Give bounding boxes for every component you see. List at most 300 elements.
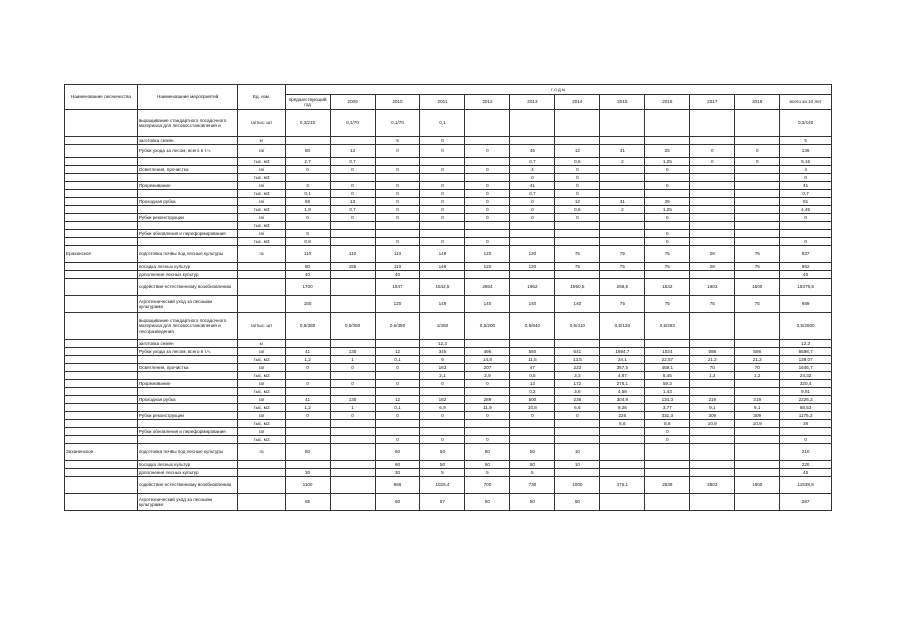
value-cell: 5 xyxy=(465,469,510,477)
value-cell: 21,2 xyxy=(735,356,780,364)
value-cell xyxy=(645,190,690,198)
value-cell xyxy=(645,137,690,145)
value-cell: 5 xyxy=(510,469,555,477)
value-cell: 0 xyxy=(330,380,375,388)
value-cell: 41 xyxy=(600,198,645,206)
value-cell xyxy=(510,230,555,238)
value-cell: 1,25 xyxy=(645,158,690,166)
value-cell xyxy=(375,222,420,230)
value-cell xyxy=(735,222,780,230)
table-row xyxy=(65,494,832,511)
value-cell xyxy=(555,340,600,348)
value-cell xyxy=(600,182,645,190)
unit-cell xyxy=(238,494,285,511)
value-cell: 0,7 xyxy=(330,206,375,214)
value-cell: 2 xyxy=(600,206,645,214)
value-cell xyxy=(600,436,645,444)
table-row xyxy=(65,214,832,222)
value-cell xyxy=(555,137,600,145)
value-cell xyxy=(465,137,510,145)
value-cell: 172 xyxy=(555,380,600,388)
value-cell: 14,8 xyxy=(465,356,510,364)
value-cell: 0 xyxy=(285,214,330,222)
forestry-cell xyxy=(65,166,138,174)
value-cell: 0 xyxy=(465,238,510,246)
forestry-cell xyxy=(65,198,138,206)
value-cell: 0 xyxy=(690,145,735,158)
activity-cell: подготовка почвы под лесные культуры xyxy=(137,246,238,263)
value-cell: 1500 xyxy=(735,279,780,296)
value-cell: 75 xyxy=(690,296,735,313)
table-row xyxy=(65,222,832,230)
value-cell xyxy=(735,436,780,444)
table-row xyxy=(65,238,832,246)
activity-cell xyxy=(137,222,238,230)
value-cell: 136 xyxy=(780,145,832,158)
value-cell: 28 xyxy=(690,246,735,263)
value-cell: 8,6 xyxy=(645,420,690,428)
value-cell: 24,32 xyxy=(780,372,832,380)
value-cell xyxy=(600,444,645,461)
table-row xyxy=(65,396,832,404)
value-cell: 60 xyxy=(375,461,420,469)
value-cell xyxy=(330,340,375,348)
value-cell xyxy=(600,190,645,198)
table-row xyxy=(65,444,832,461)
value-cell xyxy=(600,461,645,469)
value-cell xyxy=(285,436,330,444)
value-cell: 45 xyxy=(510,145,555,158)
value-cell xyxy=(330,388,375,396)
header-year-4: 2012 xyxy=(465,95,510,110)
value-cell: 309 xyxy=(735,412,780,420)
value-cell: 75 xyxy=(600,263,645,271)
value-cell: 1,2 xyxy=(735,372,780,380)
unit-cell xyxy=(238,271,285,279)
value-cell xyxy=(735,461,780,469)
value-cell: 120 xyxy=(465,246,510,263)
unit-cell: га/тыс. шт xyxy=(238,110,285,137)
value-cell: 1,8 xyxy=(285,206,330,214)
value-cell: 0 xyxy=(330,364,375,372)
value-cell: 24,1 xyxy=(600,356,645,364)
value-cell xyxy=(690,494,735,511)
value-cell xyxy=(735,190,780,198)
value-cell: 70 xyxy=(735,364,780,372)
table-row xyxy=(65,246,832,263)
value-cell: 982 xyxy=(780,263,832,271)
value-cell xyxy=(420,174,465,182)
value-cell xyxy=(690,444,735,461)
forestry-cell xyxy=(65,436,138,444)
value-cell xyxy=(420,420,465,428)
value-cell: 70 xyxy=(690,364,735,372)
table-row xyxy=(65,372,832,380)
value-cell: 134,3 xyxy=(645,396,690,404)
value-cell xyxy=(690,166,735,174)
header-year-7: 2015 xyxy=(600,95,645,110)
forestry-cell xyxy=(65,494,138,511)
value-cell xyxy=(465,174,510,182)
table-row xyxy=(65,296,832,313)
value-cell: 0 xyxy=(780,238,832,246)
value-cell: 4 xyxy=(510,166,555,174)
value-cell xyxy=(375,420,420,428)
value-cell xyxy=(330,444,375,461)
value-cell: 68 xyxy=(285,198,330,206)
unit-cell: га xyxy=(238,246,285,263)
forestry-cell xyxy=(65,420,138,428)
activity-cell: посадка лесных культур xyxy=(137,461,238,469)
table-row xyxy=(65,206,832,214)
activity-cell: Проходная рубка xyxy=(137,396,238,404)
value-cell: 65 xyxy=(285,494,330,511)
value-cell: 11,9 xyxy=(465,404,510,412)
value-cell: 0,1 xyxy=(420,110,465,137)
activity-cell xyxy=(137,206,238,214)
unit-cell: га/ xyxy=(238,182,285,190)
table-row xyxy=(65,461,832,469)
value-cell: 41 xyxy=(285,348,330,356)
value-cell: 0 xyxy=(285,166,330,174)
value-cell: 268,5 xyxy=(600,279,645,296)
value-cell: 10,9 xyxy=(735,420,780,428)
value-cell: 700 xyxy=(465,477,510,494)
value-cell xyxy=(465,420,510,428)
value-cell xyxy=(735,137,780,145)
table-row xyxy=(65,174,832,182)
value-cell: 110 xyxy=(375,246,420,263)
value-cell: 30 xyxy=(375,469,420,477)
value-cell: 937 xyxy=(780,246,832,263)
unit-cell: га/ xyxy=(238,396,285,404)
value-cell: 220 xyxy=(780,461,832,469)
value-cell xyxy=(645,469,690,477)
value-cell: 2,9 xyxy=(465,372,510,380)
value-cell: 50 xyxy=(510,494,555,511)
forestry-cell xyxy=(65,230,138,238)
value-cell: 12 xyxy=(375,396,420,404)
value-cell: 0 xyxy=(510,206,555,214)
forestry-cell xyxy=(65,388,138,396)
value-cell xyxy=(285,222,330,230)
forestry-cell xyxy=(65,238,138,246)
value-cell: 6,6 xyxy=(555,404,600,412)
activity-cell: выращивание стандартного посадочного материала для лесовосстановления и лесоразведения xyxy=(137,313,238,340)
unit-cell: га/ xyxy=(238,428,285,436)
value-cell xyxy=(420,222,465,230)
value-cell: 0 xyxy=(420,214,465,222)
forestry-cell xyxy=(65,158,138,166)
unit-cell: тыс. м3 xyxy=(238,190,285,198)
value-cell: 989 xyxy=(780,296,832,313)
value-cell xyxy=(735,388,780,396)
value-cell: 2,7 xyxy=(285,158,330,166)
value-cell: 0 xyxy=(285,412,330,420)
value-cell xyxy=(690,461,735,469)
forestry-cell xyxy=(65,110,138,137)
value-cell: 219 xyxy=(735,396,780,404)
value-cell: 5,6 xyxy=(600,420,645,428)
unit-cell: кг xyxy=(238,137,285,145)
value-cell: 50 xyxy=(285,444,330,461)
value-cell: 0 xyxy=(645,230,690,238)
value-cell xyxy=(735,313,780,340)
value-cell xyxy=(510,271,555,279)
value-cell: 120 xyxy=(465,263,510,271)
value-cell: 40 xyxy=(375,271,420,279)
value-cell xyxy=(375,174,420,182)
value-cell: 0,5 xyxy=(555,206,600,214)
value-cell: 0 xyxy=(420,238,465,246)
value-cell: 9 xyxy=(285,230,330,238)
value-cell xyxy=(330,461,375,469)
table-row xyxy=(65,364,832,372)
value-cell xyxy=(600,110,645,137)
value-cell xyxy=(690,436,735,444)
value-cell: 1,2 xyxy=(285,356,330,364)
value-cell: 0 xyxy=(375,214,420,222)
value-cell: 5,15 xyxy=(780,158,832,166)
value-cell xyxy=(510,436,555,444)
value-cell: 0 xyxy=(555,412,600,420)
value-cell xyxy=(645,444,690,461)
value-cell: 13,5 xyxy=(555,356,600,364)
table-row xyxy=(65,313,832,340)
value-cell xyxy=(465,271,510,279)
value-cell: 304,9 xyxy=(600,396,645,404)
value-cell xyxy=(690,190,735,198)
table-row xyxy=(65,420,832,428)
value-cell: 41 xyxy=(510,182,555,190)
value-cell: 0 xyxy=(735,145,780,158)
value-cell: 1 xyxy=(330,404,375,412)
value-cell: 155 xyxy=(330,263,375,271)
unit-cell: тыс. м3 xyxy=(238,356,285,364)
value-cell xyxy=(285,372,330,380)
value-cell: 1646,7 xyxy=(780,364,832,372)
value-cell: 1,2 xyxy=(690,372,735,380)
value-cell xyxy=(465,110,510,137)
value-cell: 1800 xyxy=(735,477,780,494)
value-cell xyxy=(690,198,735,206)
value-cell: 13 xyxy=(330,145,375,158)
activity-cell: Рубки обновления и переформирования xyxy=(137,230,238,238)
value-cell: 149 xyxy=(420,263,465,271)
activity-cell: Осветления, прочистка xyxy=(137,166,238,174)
value-cell xyxy=(780,428,832,436)
forestry-cell xyxy=(65,271,138,279)
value-cell xyxy=(690,271,735,279)
value-cell: 1700 xyxy=(285,279,330,296)
value-cell xyxy=(330,372,375,380)
activity-cell: Прореживание xyxy=(137,182,238,190)
value-cell xyxy=(330,137,375,145)
value-cell: 0 xyxy=(375,436,420,444)
value-cell: 0,5 xyxy=(510,372,555,380)
value-cell: 22,57 xyxy=(645,356,690,364)
value-cell: 0 xyxy=(780,436,832,444)
value-cell: 0 xyxy=(555,174,600,182)
value-cell xyxy=(600,137,645,145)
value-cell xyxy=(735,214,780,222)
value-cell: 9,1 xyxy=(735,404,780,412)
value-cell: 68,53 xyxy=(780,404,832,412)
forestry-cell xyxy=(65,348,138,356)
value-cell: 0,3/210 xyxy=(285,110,330,137)
value-cell xyxy=(600,174,645,182)
value-cell: 149 xyxy=(420,296,465,313)
value-cell: 0 xyxy=(555,182,600,190)
value-cell: 210 xyxy=(780,444,832,461)
forestry-cell xyxy=(65,364,138,372)
value-cell: 50 xyxy=(375,444,420,461)
document-sheet xyxy=(64,84,832,511)
value-cell: 0,5/350 xyxy=(330,313,375,340)
value-cell xyxy=(690,214,735,222)
activity-cell: Агротехнический уход за лесными культурами xyxy=(137,296,238,313)
value-cell: 12 xyxy=(555,145,600,158)
activity-cell xyxy=(137,436,238,444)
forestry-cell xyxy=(65,222,138,230)
value-cell: 150 xyxy=(285,296,330,313)
value-cell: 0 xyxy=(645,166,690,174)
unit-cell: га/ xyxy=(238,214,285,222)
value-cell xyxy=(330,174,375,182)
value-cell: 0 xyxy=(510,174,555,182)
value-cell: 41 xyxy=(600,145,645,158)
value-cell: 4,58 xyxy=(600,388,645,396)
value-cell: 15379,5 xyxy=(780,279,832,296)
value-cell xyxy=(735,238,780,246)
value-cell: 598 xyxy=(690,348,735,356)
value-cell xyxy=(600,230,645,238)
header-year-1: 2009 xyxy=(330,95,375,110)
value-cell: 0 xyxy=(465,214,510,222)
value-cell xyxy=(285,428,330,436)
value-cell: 59,3 xyxy=(645,380,690,388)
value-cell xyxy=(330,477,375,494)
value-cell: 0 xyxy=(465,436,510,444)
value-cell: 41 xyxy=(285,396,330,404)
table-row xyxy=(65,436,832,444)
activity-cell xyxy=(137,404,238,412)
unit-cell: тыс. м3 xyxy=(238,174,285,182)
value-cell: 110 xyxy=(285,246,330,263)
value-cell xyxy=(375,428,420,436)
value-cell: 0 xyxy=(780,174,832,182)
value-cell xyxy=(600,494,645,511)
value-cell: 1950,5 xyxy=(555,279,600,296)
value-cell: 8,45 xyxy=(645,372,690,380)
value-cell xyxy=(510,238,555,246)
value-cell: 345 xyxy=(420,348,465,356)
value-cell: 4 xyxy=(780,166,832,174)
value-cell: 500 xyxy=(510,396,555,404)
unit-cell: тыс. м3 xyxy=(238,238,285,246)
value-cell: 50 xyxy=(465,461,510,469)
table-row xyxy=(65,198,832,206)
value-cell xyxy=(780,222,832,230)
forestry-cell xyxy=(65,428,138,436)
value-cell xyxy=(690,428,735,436)
value-cell: 0 xyxy=(510,214,555,222)
value-cell xyxy=(735,340,780,348)
value-cell xyxy=(600,469,645,477)
value-cell: 0 xyxy=(465,190,510,198)
value-cell: 12 xyxy=(555,198,600,206)
value-cell: 50 xyxy=(420,444,465,461)
table-row xyxy=(65,190,832,198)
value-cell: 496 xyxy=(465,348,510,356)
value-cell xyxy=(285,174,330,182)
value-cell: 163 xyxy=(420,364,465,372)
value-cell: 289 xyxy=(465,396,510,404)
activity-cell: заготовка семян xyxy=(137,137,238,145)
value-cell: 0 xyxy=(690,158,735,166)
value-cell: 0 xyxy=(375,198,420,206)
activity-cell: Прореживание xyxy=(137,380,238,388)
value-cell xyxy=(465,222,510,230)
value-cell xyxy=(555,420,600,428)
value-cell: 0 xyxy=(375,238,420,246)
value-cell: 75 xyxy=(645,246,690,263)
table-row xyxy=(65,110,832,137)
value-cell: 10,8 xyxy=(510,404,555,412)
value-cell: 1024 xyxy=(645,348,690,356)
value-cell: 1532 xyxy=(645,279,690,296)
value-cell xyxy=(690,137,735,145)
value-cell: 0 xyxy=(465,145,510,158)
value-cell: 0 xyxy=(510,198,555,206)
value-cell xyxy=(465,230,510,238)
value-cell: 0 xyxy=(420,190,465,198)
value-cell xyxy=(375,158,420,166)
value-cell: 0 xyxy=(330,412,375,420)
value-cell: 0,5/410 xyxy=(555,313,600,340)
value-cell: 2 xyxy=(600,158,645,166)
unit-cell: тыс. м3 xyxy=(238,158,285,166)
value-cell: 0 xyxy=(420,166,465,174)
table-row xyxy=(65,428,832,436)
forestry-cell xyxy=(65,469,138,477)
activity-cell xyxy=(137,238,238,246)
unit-cell: тыс. м3 xyxy=(238,436,285,444)
value-cell: 1000 xyxy=(555,477,600,494)
value-cell xyxy=(690,230,735,238)
table-row xyxy=(65,469,832,477)
value-cell xyxy=(330,420,375,428)
value-cell xyxy=(375,372,420,380)
value-cell: 120 xyxy=(375,296,420,313)
activity-cell: Проходная рубка xyxy=(137,198,238,206)
value-cell xyxy=(465,388,510,396)
value-cell: 0 xyxy=(420,206,465,214)
header-year-5: 2013 xyxy=(510,95,555,110)
activity-cell: содействие естественному возобновлению xyxy=(137,279,238,296)
value-cell: 459,1 xyxy=(645,364,690,372)
value-cell: 3,5/2600 xyxy=(780,313,832,340)
value-cell: 2654 xyxy=(465,279,510,296)
value-cell: 0 xyxy=(330,182,375,190)
value-cell xyxy=(330,494,375,511)
value-cell: 0 xyxy=(330,166,375,174)
value-cell: 50 xyxy=(465,444,510,461)
value-cell xyxy=(510,420,555,428)
value-cell: 730 xyxy=(510,477,555,494)
value-cell xyxy=(420,388,465,396)
value-cell: 0 xyxy=(645,238,690,246)
